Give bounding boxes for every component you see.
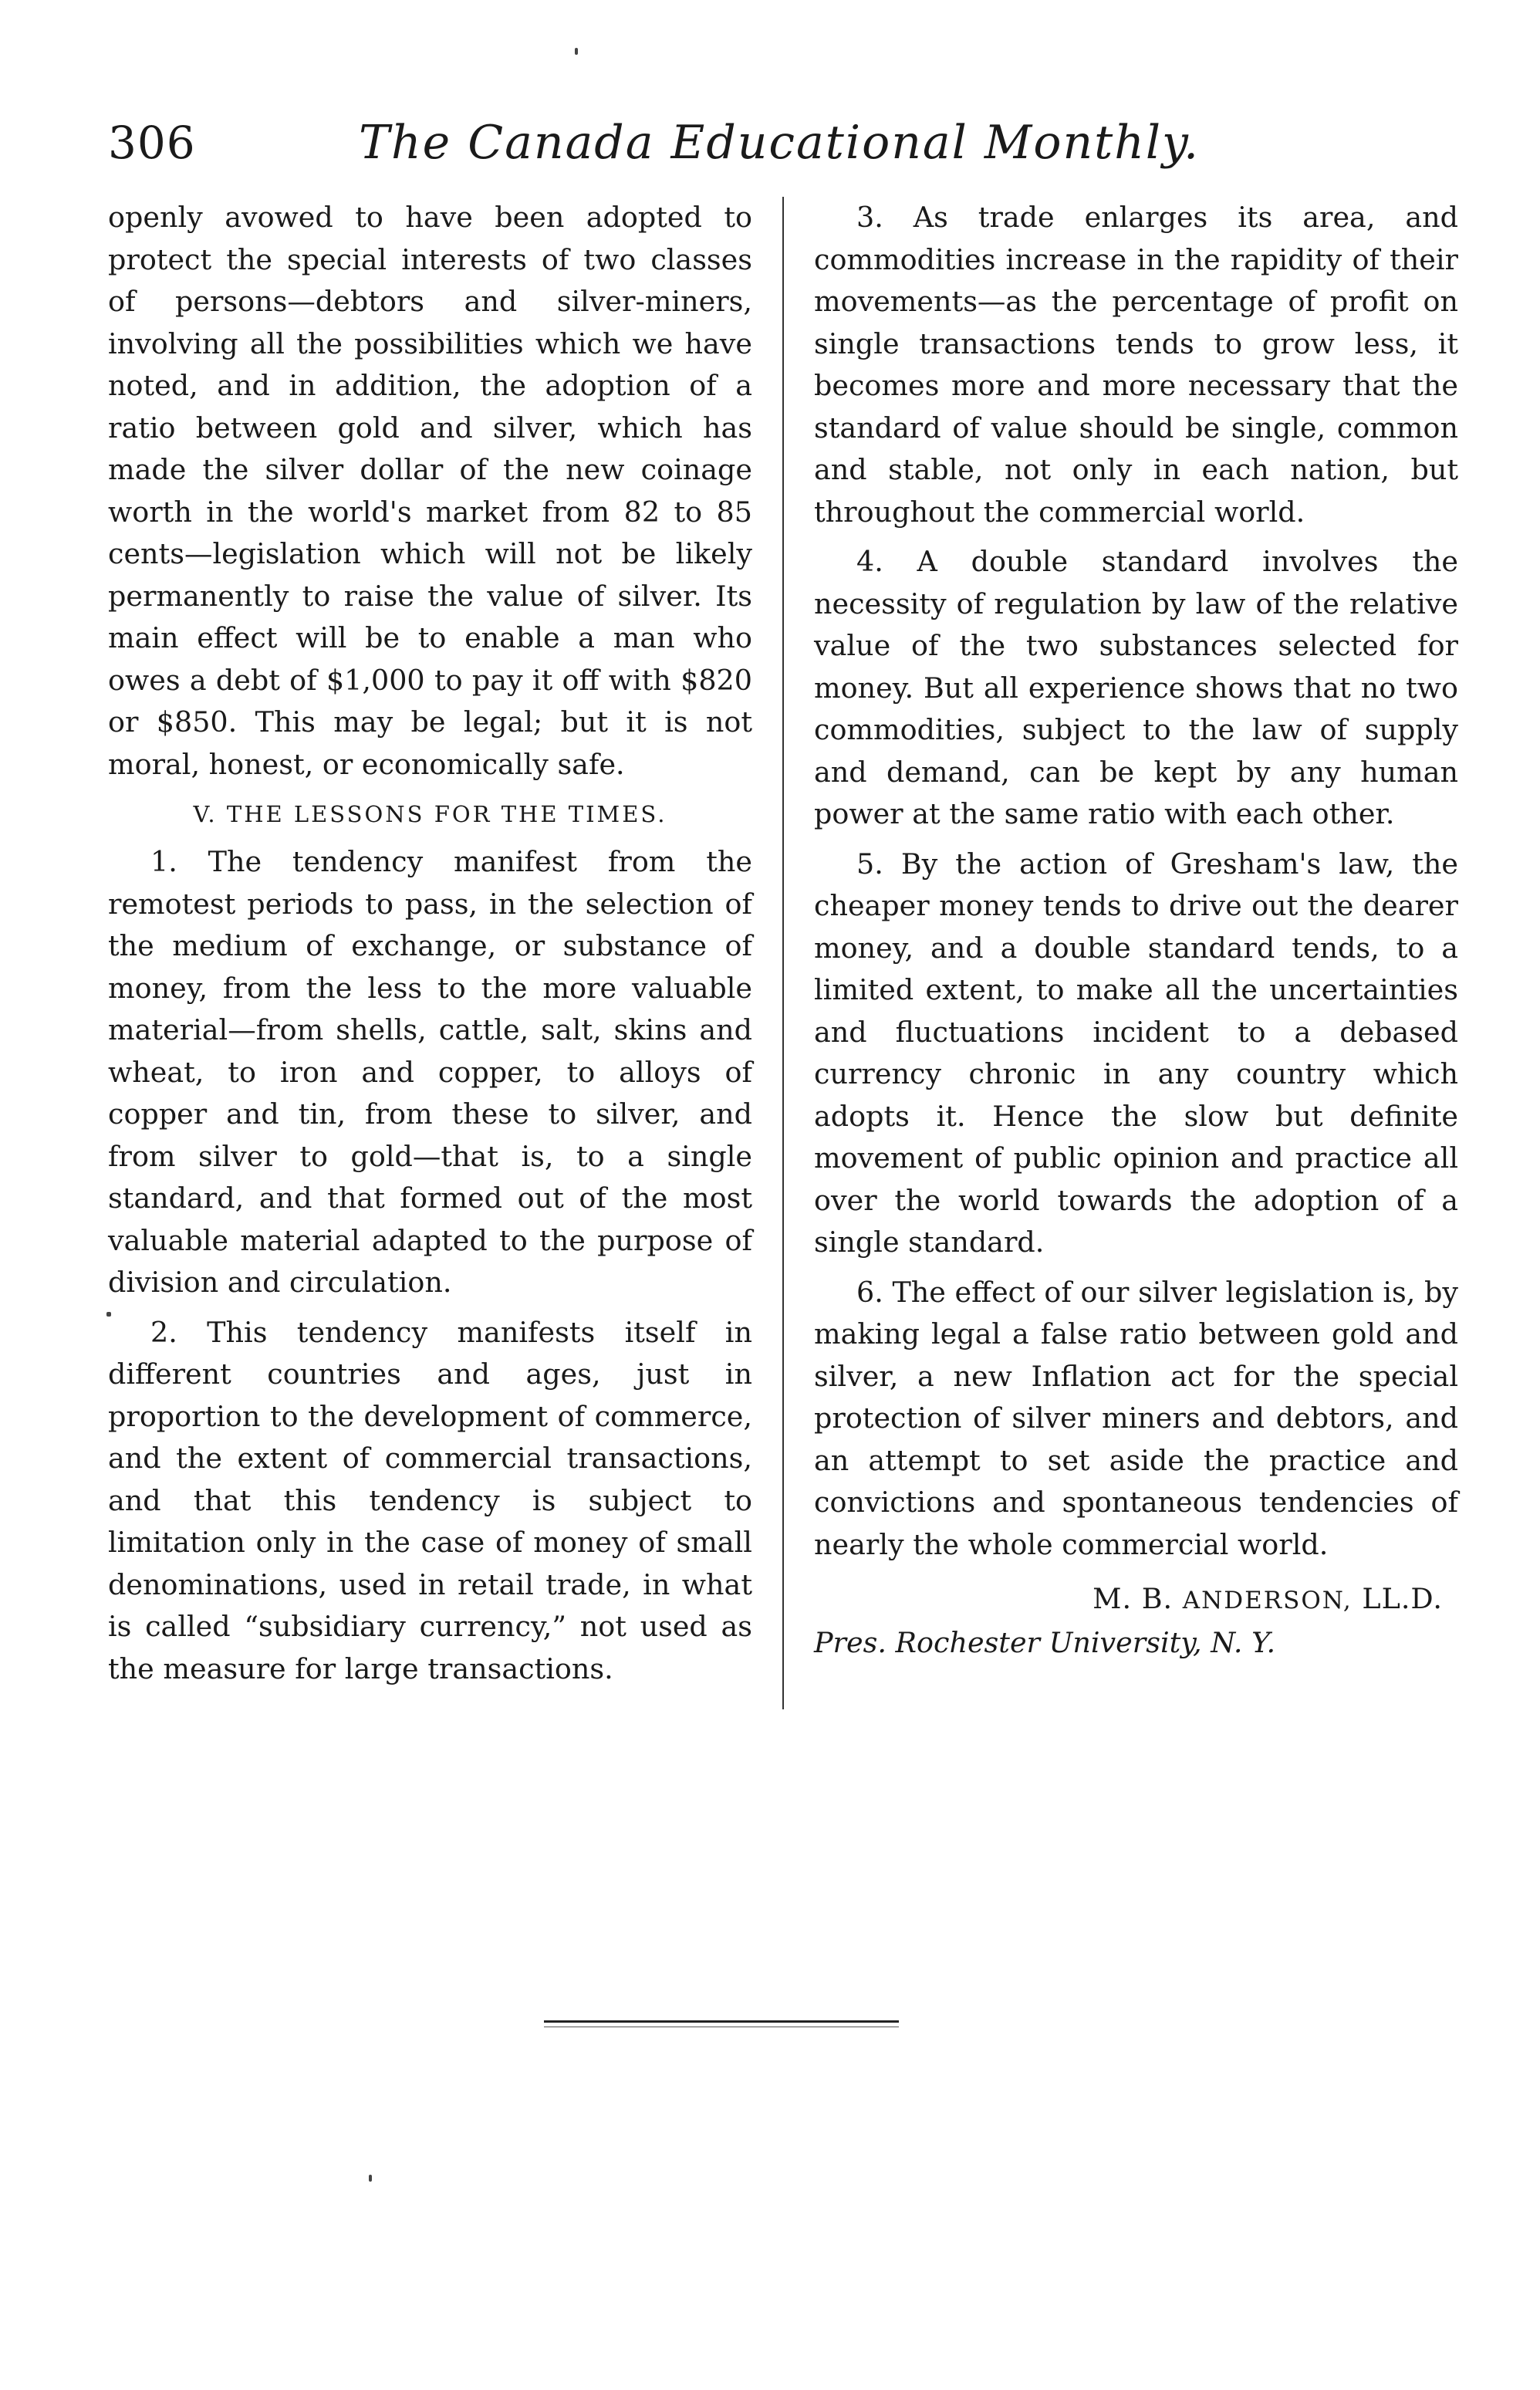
right-column: [814, 197, 1458, 1672]
signature-name: ANDERSON,: [1182, 1587, 1353, 1614]
paragraph-lesson-3: 3. As trade enlarges its area, and commodities increase in the rapidity of their movements—as the percentage of profit on single transactions tends to grow less, it becomes more and more necessary that the standard of value should be single, common and stable, not only in each nation, but throughout the commercial world.: [814, 201, 1458, 529]
print-speck: [106, 1312, 111, 1317]
paragraph-lesson-1: 1. The tendency manifest from the remotest periods to pass, in the selection of the medium of exchange, or substance of money, from the less to the more valuable material—from shells, cattle, salt, skins and wheat, to iron and copper, to alloys of copper and tin, from these to silver, and from silver to gold—that is, to a single standard, and that formed out of the most valuable material adapted to the purpose of division and circulation.: [108, 845, 752, 1299]
paragraph-lesson-2: 2. This tendency manifests itself in different countries and ages, just in proportion to the development of commerce, and the extent of commercial transactions, and that this tendency is subject to limitation only in the case of money of small denominations, used in retail trade, in what is called “subsidiary currency,” not used as the measure for large transactions.: [108, 1315, 752, 1685]
journal-title: The Canada Educational Monthly.: [358, 116, 1201, 170]
print-speck: [575, 48, 578, 55]
signature-initials: M. B.: [1093, 1582, 1174, 1615]
section-heading: V. THE LESSONS FOR THE TIMES.: [193, 801, 667, 827]
paragraph-lesson-6: 6. The effect of our silver legislation is, by making legal a false ratio between gold and silver, a new Inflation act for the special protection of silver miners and debtors, and an attempt to set aside the practice and convictions and spontaneous tendencies of nearly the whole commercial world.: [814, 1275, 1458, 1561]
author-signature: [814, 1578, 1443, 1622]
paragraph-lesson-5: 5. By the action of Gresham's law, the cheaper money tends to drive out the dearer money, and a double standard tends, to a limited extent, to make all the uncertainties and fluctuations incident to a debased currency chronic in any country which adopts it. Hence the slow but definite movement of public opinion and practice all over the world towards the adoption of a single standard.: [814, 847, 1458, 1259]
print-speck: [369, 2175, 372, 2182]
page-number: 306: [108, 117, 196, 169]
author-affiliation: Pres. Rochester University, N. Y.: [814, 1625, 1276, 1659]
running-head: [108, 108, 1451, 177]
end-rule: [544, 2020, 899, 2023]
left-column: [108, 197, 752, 1698]
text-columns: [108, 197, 1458, 1702]
signature-degree: LL.D.: [1362, 1582, 1443, 1615]
column-divider: [782, 197, 784, 1709]
paragraph-continuation: openly avowed to have been adopted to protect the special interests of two classes of persons—debtors and silver-miners, involving all the possibilities which we have noted, and in addition, the adoption of a ratio between gold and silver, which has made the silver dollar of the new coinage worth in the world's market from 82 to 85 cents—legislation which will not be likely permanently to raise the value of silver. Its main effect will be to enable a man who owes a debt of $1,000 to pay it off with $820 or $850. This may be legal; but it is not moral, honest, or economically safe.: [108, 201, 752, 781]
paragraph-lesson-4: 4. A double standard involves the necessity of regulation by law of the relative value of the two substances selected for money. But all experience shows that no two commodities, subject to the law of supply and demand, can be kept by any human power at the same ratio with each other.: [814, 545, 1458, 830]
